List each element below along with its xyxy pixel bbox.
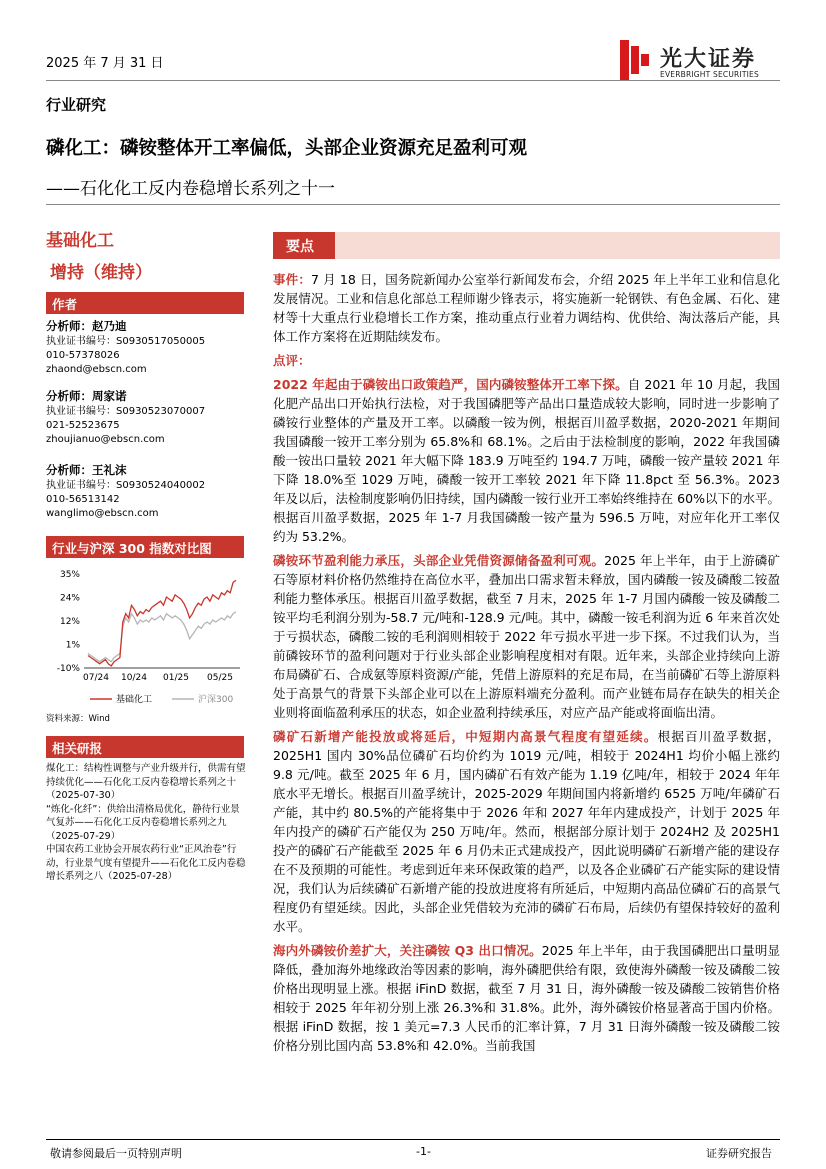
- chart-source: 资料来源：Wind: [46, 714, 110, 724]
- legend-label: 沪深300: [198, 695, 234, 705]
- key-points-bar: [273, 232, 780, 259]
- section-title: 行业研究: [46, 96, 107, 114]
- key-points-label: 要点: [273, 232, 335, 259]
- report-title: 磷化工：磷铵整体开工率偏低，头部企业资源充足盈利可观: [46, 138, 528, 159]
- body-paragraph: [273, 727, 780, 936]
- paragraph-lead: 2022 年起由于磷铵出口政策趋严，国内磷铵整体开工率下探。: [273, 377, 628, 392]
- paragraph-text: 自 2021 年 10 月起，我国化肥产品出口开始执行法检，对于我国磷肥等产品出口量造成较大影响，同时进一步影响了磷铵行业整体的产量及开工率。以磷酸一铵为例，根据百川盈孚数据，2020-2021 年期间我国磷酸一铵开工率分别为 65.8%和 68.1%。之后由于法检制度的影响，2022 年我国磷酸一铵出口量较 2021 年大幅下降 183.9 万吨至约 194.7 万吨，磷酸一铵产量较 2021 年下降 18.0%至 1029 万吨，磷酸一铵开工率较 2021 年下降 11.8pct 至 56.3%。2023 年及以后，法检制度影响仍旧持续，国内磷酸一铵行业开工率始终维持在 60%以下的水平。根据百川盈孚数据，2025 年 1-7 月我国磷酸一铵产量为 596.5 万吨，对应年化开工率仅约为 53.2%。: [273, 377, 780, 544]
- report-body: [273, 270, 780, 1060]
- related-reports-header: 相关研报: [46, 736, 244, 758]
- footer-report-type: 证券研究报告: [706, 1147, 772, 1160]
- y-tick-label: -10%: [56, 664, 80, 674]
- y-tick-label: 24%: [59, 593, 80, 604]
- analyst-name: 分析师：赵乃迪: [46, 319, 127, 333]
- paragraph-lead: 海内外磷铵价差扩大，关注磷铵 Q3 出口情况。: [273, 943, 542, 958]
- event-lead: 事件：: [273, 272, 312, 287]
- paragraph-text: 2025 年上半年，由于我国磷肥出口量明显降低，叠加海外地缘政治等因素的影响，海外磷肥供给有限，致使海外磷酸一铵及磷酸二铵价格出现明显上涨。根据 iFinD 数据，截至 7 月 31 日，海外磷酸一铵及磷酸二铵销售价格相较于 2025 年年初分别上涨 26.3%和 31.8%。此外，海外磷铵价格显著高于国内价格。根据 iFinD 数据，按 1 美元=7.3 人民币的汇率计算，7 月 31 日海外磷酸一铵及磷酸二铵价格分别比国内高 53.8%和 42.0%。当前我国: [273, 943, 780, 1053]
- header-divider: [46, 80, 780, 81]
- analyst-email[interactable]: zhaond@ebscn.com: [46, 364, 147, 375]
- analyst-block: [46, 462, 244, 521]
- x-tick-label: 10/24: [121, 673, 147, 683]
- industry-name: 基础化工: [46, 231, 114, 251]
- y-tick-label: 1%: [65, 640, 80, 651]
- comment-lead: 点评：: [273, 353, 311, 368]
- report-subtitle: ——石化化工反内卷稳增长系列之十一: [46, 179, 335, 199]
- analyst-name: 分析师：王礼沫: [46, 463, 127, 477]
- body-paragraph: [273, 551, 780, 722]
- industry-rating: 增持（维持）: [50, 263, 152, 283]
- related-report-item[interactable]: “炼化-化纤”：供给出清格局优化，静待行业景气复苏——石化化工反内卷稳增长系列之九（2025-07-29）: [46, 803, 240, 842]
- analyst-cert: 执业证书编号：S0930524040002: [46, 480, 206, 491]
- event-paragraph: [273, 270, 780, 346]
- legend-label: 基础化工: [116, 695, 153, 705]
- authors-header: 作者: [46, 292, 244, 314]
- paragraph-text: 根据百川盈孚数据，2025H1 国内 30%品位磷矿石均价约为 1019 元/吨，相较于 2024H1 均价小幅上涨约 9.8 元/吨。截至 2025 年 6 月，国内磷矿石有效产能为 1.19 亿吨/年，相较于 2024 年年底水平无增长。根据百川盈孚统计，2025-2029 年期间国内将新增约 6525 万吨/年磷矿石产能，其中约 80.5%的产能将集中于 2026 年和 2027 年年内建成投产，计划于 2025 年年内投产的磷矿石产能仅为 250 万吨/年。然而，根据部分原计划于 2024H2 及 2025H1 投产的磷矿石产能截至 2025 年 6 月仍未正式建成投产，因此说明磷矿石新增产能的建设存在不及预期的可能性。考虑到近年来环保政策的趋严，以及各企业磷矿石产能实际的建设情况，我们认为后续磷矿石新增产能的投放进度将有所延后，中短期内高品位磷矿石的高景气程度仍有望延续。因此，头部企业凭借较为充沛的磷矿石布局，后续仍有望保持较好的盈利水平。: [273, 729, 780, 934]
- body-paragraph: [273, 941, 780, 1055]
- analyst-phone: 021-52523675: [46, 420, 120, 431]
- analyst-email[interactable]: zhoujianuo@ebscn.com: [46, 434, 165, 445]
- paragraph-text: 2025 年上半年，由于上游磷矿石等原材料价格仍然维持在高位水平，叠加出口需求暂未释放，国内磷酸一铵及磷酸二铵盈利能力整体承压。根据百川盈孚数据，截至 7 月末，2025 年 1-7 月国内磷酸一铵及磷酸二铵平均毛利润分别为-58.7 元/吨和-128.9 元/吨。其中，磷酸一铵毛利润为近 6 年来首次处于亏损状态，磷酸二铵的毛利润则相较于 2022 年亏损水平进一步下探。不过我们认为，当前磷铵环节的盈利问题对于行业头部企业影响程度相对有限。近年来，头部企业持续向上游布局磷矿石、合成氨等原料资源/产能，凭借上游原料的充足布局，在当前磷矿石等上游原料处于高景气的背景下头部企业可以在上游原料端充分盈利。而产业链布局存在缺失的相关企业则将面临盈利承压的状态，如企业盈利持续承压，对应产品产能或将面临出清。: [273, 553, 780, 720]
- x-tick-label: 07/24: [83, 673, 109, 683]
- company-logo: [620, 40, 780, 80]
- analyst-cert: 执业证书编号：S0930517050005: [46, 336, 206, 347]
- page-number: -1-: [416, 1145, 431, 1158]
- footer-divider: [46, 1139, 780, 1140]
- footer-disclaimer[interactable]: 敬请参阅最后一页特别声明: [50, 1147, 182, 1160]
- industry-vs-index-chart: [46, 560, 246, 712]
- paragraph-lead: 磷矿石新增产能投放或将延后，中短期内高景气程度有望延续。: [273, 729, 658, 744]
- logo-cn-text: 光大证券: [660, 47, 757, 72]
- title-divider: [46, 204, 780, 205]
- report-date: 2025 年 7 月 31 日: [46, 56, 164, 71]
- logo-icon: [620, 40, 650, 80]
- y-tick-label: 35%: [59, 570, 80, 580]
- event-text: 7 月 18 日，国务院新闻办公室举行新闻发布会，介绍 2025 年上半年工业和信息化发展情况。工业和信息化部总工程师谢少锋表示，将实施新一轮钢铁、有色金属、石化、建材等十大重点行业稳增长工作方案，推动重点行业着力调结构、优供给、淘汰落后产能，具体工作方案将在近期陆续发布。: [273, 272, 780, 344]
- logo-en-text: EVERBRIGHT SECURITIES: [660, 70, 759, 79]
- x-tick-label: 01/25: [163, 673, 189, 683]
- paragraph-lead: 磷铵环节盈利能力承压，头部企业凭借资源储备盈利可观。: [273, 553, 605, 568]
- chart-header: 行业与沪深 300 指数对比图: [46, 536, 244, 558]
- analyst-phone: 010-56513142: [46, 494, 120, 505]
- analyst-name: 分析师：周家诺: [46, 389, 127, 403]
- analyst-email[interactable]: wanglimo@ebscn.com: [46, 508, 159, 519]
- analyst-phone: 010-57378026: [46, 350, 120, 361]
- analyst-cert: 执业证书编号：S0930523070007: [46, 406, 206, 417]
- related-report-item[interactable]: 中国农药工业协会开展农药行业“正风治卷”行动，行业景气度有望提升——石化化工反内卷稳增长系列之八（2025-07-28）: [46, 844, 246, 882]
- series-line: [88, 612, 236, 662]
- y-tick-label: 12%: [59, 617, 80, 627]
- analyst-block: [46, 388, 244, 447]
- related-report-item[interactable]: 煤化工：结构性调整与产业升级并行，供需有望持续优化——石化化工反内卷稳增长系列之十（2025-07-30）: [46, 763, 246, 801]
- series-line: [88, 580, 236, 666]
- x-tick-label: 05/25: [207, 673, 233, 683]
- body-paragraph: [273, 375, 780, 546]
- analyst-block: [46, 318, 244, 377]
- related-reports-list: [46, 762, 246, 884]
